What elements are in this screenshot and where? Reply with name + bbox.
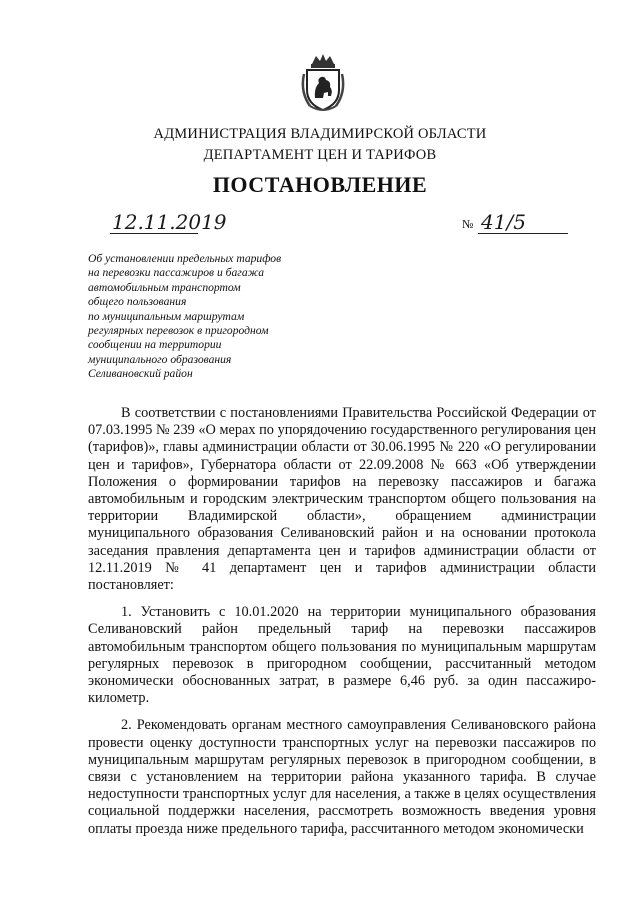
subject-line: муниципального образования	[88, 352, 232, 366]
subject-line: регулярных перевозок в пригородном	[88, 324, 269, 338]
preamble-paragraph: В соответствии с постановлениями Правительства Российской Федерации от 07.03.1995 № 239 «О мерах по упорядочению государственного регулирования цен (тарифов)», главы администрации области от 30.06.1995 № 220 «О регулировании цен и тарифов», Губернатора области от 22.09.2008 № 663 «Об утверждении Положения о формировании тарифов на перевозку пассажиров и багажа автомобильным и городским электрическим транспортом общего пользования на территории Владимирской области», обращением администрации муниципального образования Селивановский район и на основании протокола заседания правления департамента цен и тарифов администрации области от 12.11.2019 № 41 департамент цен и тарифов администрации области постановляет:	[88, 405, 596, 594]
subject-line: Об установлении предельных тарифов	[88, 252, 282, 265]
clause-1-paragraph: 1. Установить с 10.01.2020 на территории муниципального образования Селивановский район предельный тариф на перевозки пассажиров автомобильным транспортом общего пользования по муниципальным маршрутам регулярных перевозок в пригородном сообщении, рассчитанный методом экономически обоснованных затрат, в размере 6,46 руб. за один пассажиро-километр.	[88, 604, 596, 707]
clause-2-paragraph: 2. Рекомендовать органам местного самоуправления Селивановского района провести оценку доступности транспортных услуг на перевозки пассажиров по муниципальным маршрутам регулярных перевозок в пригородном сообщении, в связи с установлением на территории района указанного тарифа. В случае недоступности транспортных услуг для населения, а также в целях осуществления социальной поддержки населения, рассмотреть возможность введения уровня оплаты проезда ниже предельного тарифа, рассчитанного методом экономически	[88, 717, 596, 837]
number-underline	[478, 233, 568, 234]
date-underline	[110, 233, 198, 234]
subject-line: на перевозки пассажиров и багажа	[88, 266, 265, 280]
organization-name: АДМИНИСТРАЦИЯ ВЛАДИМИРСКОЙ ОБЛАСТИ	[153, 126, 487, 142]
subject-line: Селивановский район	[88, 367, 193, 381]
subject-line: сообщении на территории	[88, 338, 222, 352]
document-date: 12.11.2019	[112, 210, 227, 234]
subject-line: по муниципальным маршрутам	[88, 309, 245, 323]
document-title: ПОСТАНОВЛЕНИЕ	[212, 172, 428, 197]
coat-of-arms-icon	[298, 52, 348, 114]
number-label: №	[462, 217, 474, 231]
document-body	[88, 405, 596, 848]
department-name: ДЕПАРТАМЕНТ ЦЕН И ТАРИФОВ	[203, 147, 437, 163]
document-number: 41/5	[481, 210, 526, 234]
document-subject	[88, 252, 348, 382]
subject-line: общего пользования	[88, 295, 187, 309]
subject-line: автомобильным транспортом	[88, 280, 241, 294]
